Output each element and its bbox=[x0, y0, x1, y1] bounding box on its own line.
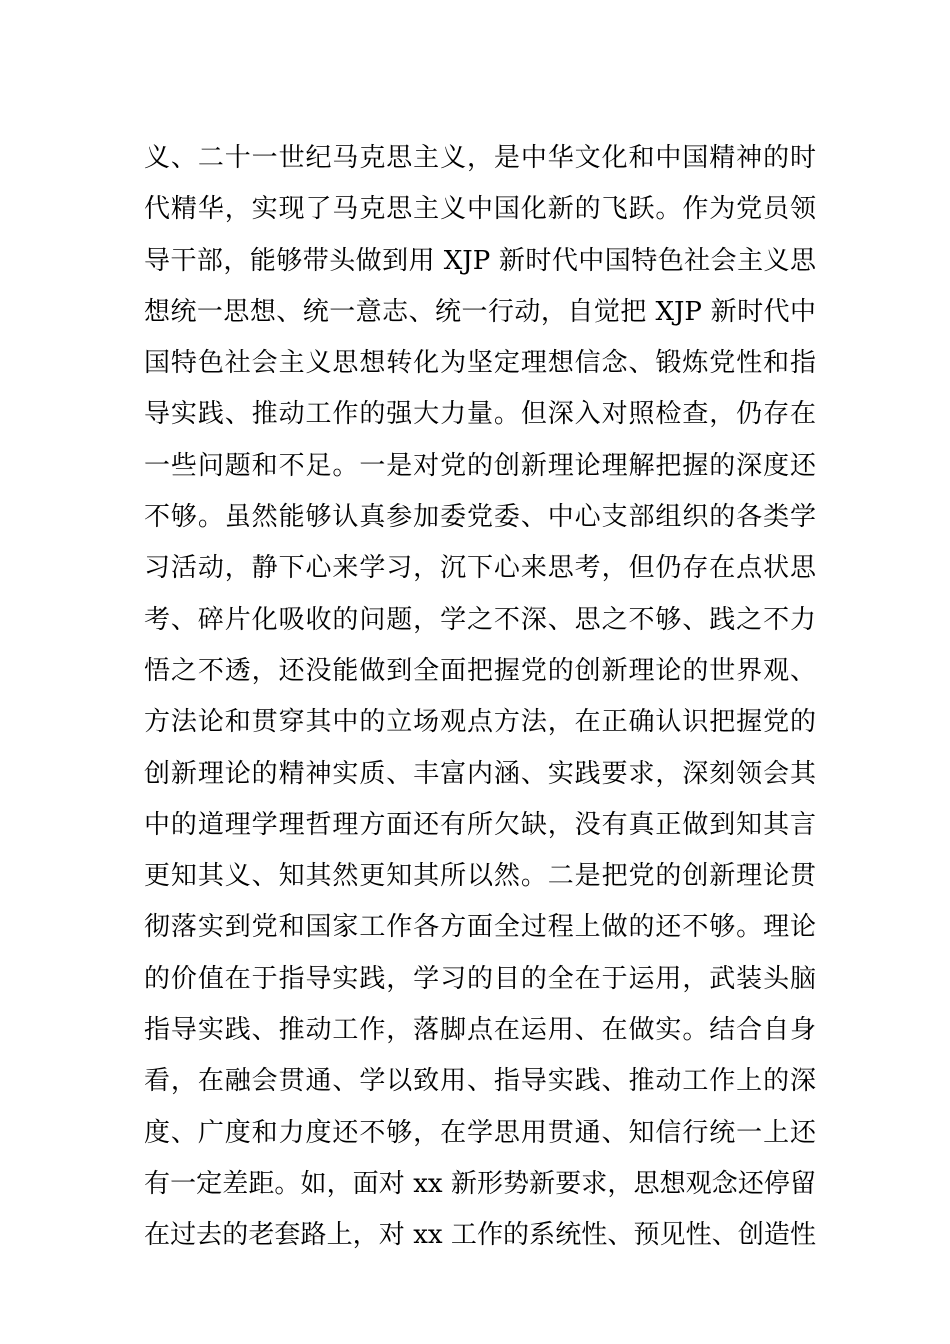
text-line: 中的道理学理哲理方面还有所欠缺，没有真正做到知其言 bbox=[144, 809, 816, 840]
text-line: 不够。虽然能够认真参加委党委、中心支部组织的各类学 bbox=[144, 502, 816, 533]
text-line: 有一定差距。如，面对 xx 新形势新要求，思想观念还停留 bbox=[144, 1168, 816, 1199]
text-line: 创新理论的精神实质、丰富内涵、实践要求，深刻领会其 bbox=[144, 758, 816, 789]
text-line: 代精华，实现了马克思主义中国化新的飞跃。作为党员领 bbox=[144, 194, 816, 225]
text-line: 国特色社会主义思想转化为坚定理想信念、锻炼党性和指 bbox=[144, 348, 816, 379]
text-line: 方法论和贯穿其中的立场观点方法，在正确认识把握党的 bbox=[144, 707, 816, 738]
text-line: 悟之不透，还没能做到全面把握党的创新理论的世界观、 bbox=[144, 655, 816, 686]
text-line: 考、碎片化吸收的问题，学之不深、思之不够、践之不力 bbox=[144, 604, 816, 635]
text-line: 导实践、推动工作的强大力量。但深入对照检查，仍存在 bbox=[144, 399, 816, 430]
text-line: 习活动，静下心来学习，沉下心来思考，但仍存在点状思 bbox=[144, 553, 816, 584]
text-line: 在过去的老套路上，对 xx 工作的系统性、预见性、创造性 bbox=[144, 1220, 816, 1251]
text-line: 的价值在于指导实践，学习的目的全在于运用，武装头脑 bbox=[144, 963, 816, 994]
text-line: 想统一思想、统一意志、统一行动，自觉把 XJP 新时代中 bbox=[144, 296, 816, 327]
text-line: 义、二十一世纪马克思主义，是中华文化和中国精神的时 bbox=[144, 143, 816, 173]
text-line: 看，在融会贯通、学以致用、指导实践、推动工作上的深 bbox=[144, 1066, 816, 1097]
text-line: 更知其义、知其然更知其所以然。二是把党的创新理论贯 bbox=[144, 861, 816, 892]
text-line: 一些问题和不足。一是对党的创新理论理解把握的深度还 bbox=[144, 450, 816, 481]
text-line: 度、广度和力度还不够，在学思用贯通、知信行统一上还 bbox=[144, 1117, 816, 1148]
text-line: 导干部，能够带头做到用 XJP 新时代中国特色社会主义思 bbox=[144, 245, 816, 276]
text-line: 指导实践、推动工作，落脚点在运用、在做实。结合自身 bbox=[144, 1015, 816, 1046]
body-text bbox=[144, 133, 816, 1262]
text-line: 彻落实到党和国家工作各方面全过程上做的还不够。理论 bbox=[144, 912, 816, 943]
